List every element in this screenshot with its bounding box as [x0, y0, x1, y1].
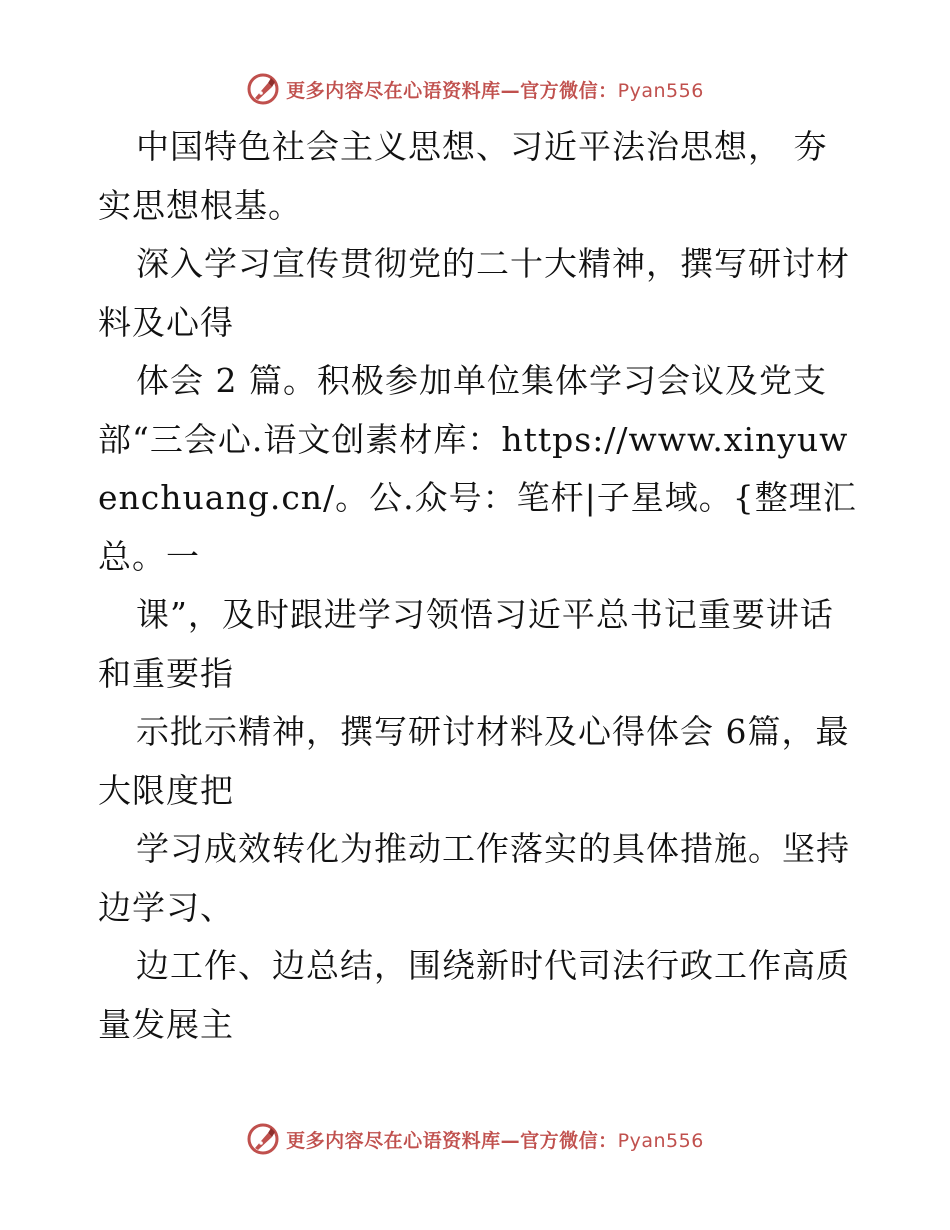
paragraph-4: 课”，及时跟进学习领悟习近平总书记重要讲话和重要指 [98, 595, 834, 693]
paragraph-1: 中国特色社会主义思想、习近平法治思想， 夯实思想根基。 [98, 127, 828, 225]
banner-label: 更多内容尽在心语资料库—官方微信： [286, 1129, 618, 1152]
banner-text [286, 1126, 704, 1153]
footer-watermark-banner [0, 1122, 950, 1156]
banner-handle: Pyan556 [617, 1129, 704, 1152]
paragraph-3: 体会 2 篇。积极参加单位集体学习会议及党支部“三会心.语文创素材库：https://www.xinyuwenchuang.cn/。公.众号：笔杆|子星域。{整理汇总。一 [98, 361, 857, 576]
paragraph-2: 深入学习宣传贯彻党的二十大精神，撰写研讨材料及心得 [98, 244, 850, 342]
banner-label: 更多内容尽在心语资料库—官方微信： [286, 79, 618, 102]
pen-nib-logo-icon [246, 72, 280, 106]
pen-nib-logo-icon [246, 1122, 280, 1156]
paragraph-6: 学习成效转化为推动工作落实的具体措施。坚持边学习、 [98, 829, 850, 927]
banner-handle: Pyan556 [617, 79, 704, 102]
paragraph-5: 示批示精神，撰写研讨材料及心得体会 6篇，最大限度把 [98, 712, 850, 810]
document-body [98, 118, 858, 1054]
header-watermark-banner [0, 72, 950, 106]
paragraph-7: 边工作、边总结，围绕新时代司法行政工作高质量发展主 [98, 946, 850, 1044]
banner-text [286, 76, 704, 103]
